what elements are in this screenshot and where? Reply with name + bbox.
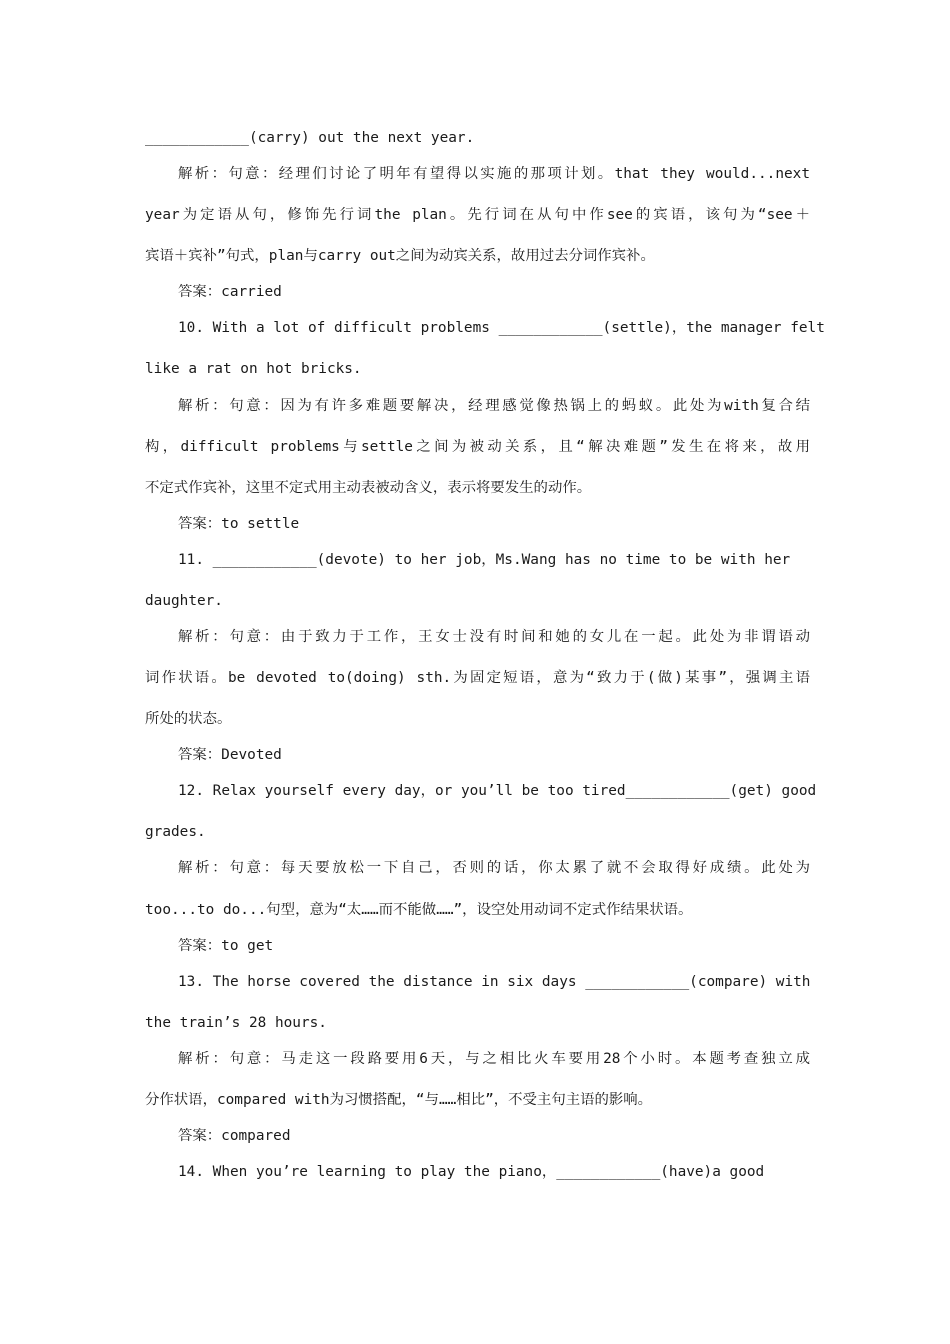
question-line: 13. The horse covered the distance in six days ____________(compare) with (178, 974, 811, 990)
text-line: 构，difficult problems与settle之间为被动关系，且“解决难题”发生在将来，故用 (145, 439, 810, 455)
answer-line: 答案：to settle (178, 516, 300, 532)
answer-line: 答案：to get (178, 938, 274, 954)
text-line: 解析：句意：马走这一段路要用6天，与之相比火车要用28个小时。本题考查独立成 (178, 1051, 810, 1067)
answer-line: 答案：compared (178, 1128, 291, 1144)
question-line: 12. Relax yourself every day，or you’ll be too tired____________(get) good (178, 783, 817, 799)
text-line: 解析：句意：因为有许多难题要解决，经理感觉像热锅上的蚂蚁。此处为with复合结 (178, 398, 810, 414)
text-line: 词作状语。be devoted to(doing) sth.为固定短语，意为“致力于(做)某事”，强调主语 (145, 670, 810, 686)
text-line: too...to do...句型，意为“太……而不能做……”，设空处用动词不定式作结果状语。 (145, 902, 693, 918)
text-line: ____________(carry) out the next year. (145, 130, 475, 146)
question-line: 11. ____________(devote) to her job，Ms.Wang has no time to be with her (178, 552, 791, 568)
question-line: 14. When you’re learning to play the piano，____________(have)a good (178, 1164, 765, 1180)
text-line: 解析：句意：每天要放松一下自己，否则的话，你太累了就不会取得好成绩。此处为 (178, 860, 810, 876)
text-line: 解析：句意：经理们讨论了明年有望得以实施的那项计划。that they would...next (178, 166, 810, 182)
text-line: like a rat on hot bricks. (145, 361, 362, 377)
text-line: grades. (145, 824, 206, 840)
text-line: 不定式作宾补，这里不定式用主动表被动含义，表示将要发生的动作。 (145, 480, 592, 496)
answer-line: 答案：Devoted (178, 747, 282, 763)
text-line: 分作状语，compared with为习惯搭配，“与……相比”，不受主句主语的影响。 (145, 1092, 653, 1108)
text-line: 所处的状态。 (145, 711, 232, 727)
text-line: daughter. (145, 593, 223, 609)
question-line: 10. With a lot of difficult problems ____________(settle)，the manager felt (178, 320, 825, 336)
text-line: 宾语＋宾补”句式，plan与carry out之间为动宾关系，故用过去分词作宾补。 (145, 248, 655, 264)
answer-line: 答案：carried (178, 284, 282, 300)
text-line: the train’s 28 hours. (145, 1015, 327, 1031)
text-line: year为定语从句，修饰先行词the plan。先行词在从句中作see的宾语，该句为“see＋ (145, 207, 810, 223)
text-line: 解析：句意：由于致力于工作，王女士没有时间和她的女儿在一起。此处为非谓语动 (178, 629, 810, 645)
